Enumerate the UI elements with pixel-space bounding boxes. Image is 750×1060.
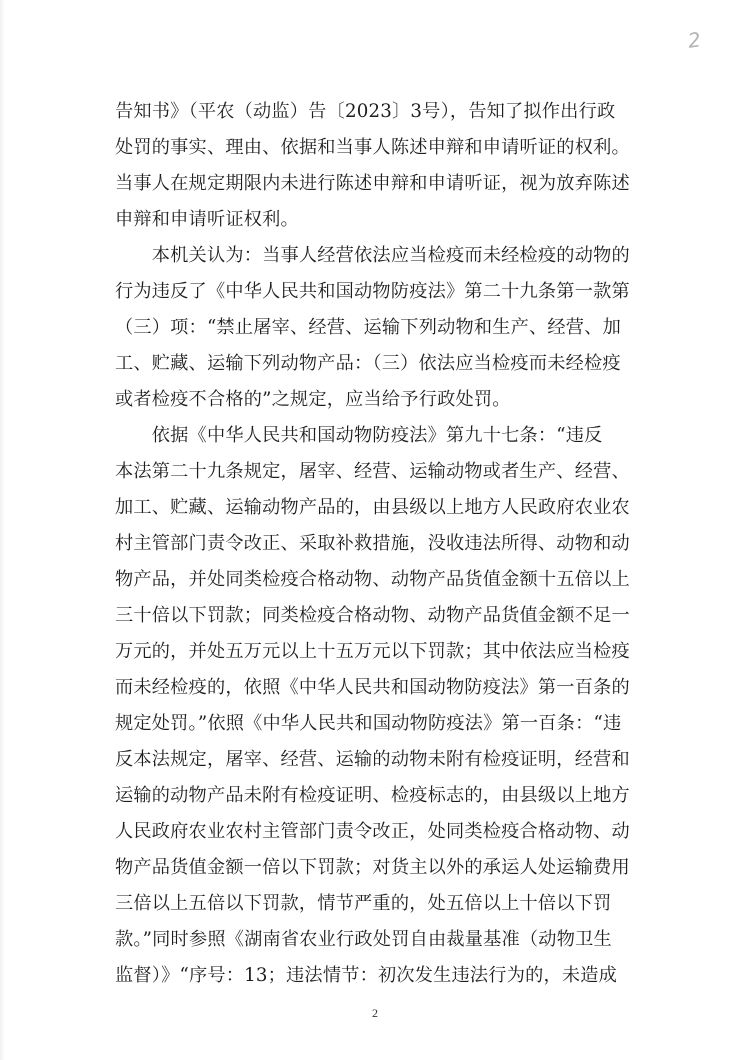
body-line: 当事人在规定期限内未进行陈述申辩和申请听证，视为放弃陈述 (115, 173, 630, 194)
body-line: 申辩和申请听证权利。 (115, 209, 299, 230)
body-line: 三十倍以下罚款；同类检疫合格动物、动物产品货值金额不足一 (115, 605, 630, 626)
scan-edge-shadow (0, 0, 5, 1060)
body-line: 依据《中华人民共和国动物防疫法》第九十七条：“违反 (115, 425, 603, 446)
body-line: 监督）》“序号：13；违法情节：初次发生违法行为的，未造成 (115, 965, 618, 986)
body-line: 三倍以上五倍以下罚款，情节严重的，处五倍以上十倍以下罚 (115, 893, 612, 914)
body-line: 运输的动物产品未附有检疫证明、检疫标志的，由县级以上地方 (115, 785, 630, 806)
page-number: 2 (372, 1006, 378, 1020)
body-line: 告知书》（平农（动监）告〔2023〕3号），告知了拟作出行政 (115, 101, 616, 122)
body-line: 或者检疫不合格的”之规定，应当给予行政处罚。 (115, 389, 511, 410)
body-line: 处罚的事实、理由、依据和当事人陈述申辩和申请听证的权利。 (115, 137, 630, 158)
body-line: （三）项：“禁止屠宰、经营、运输下列动物和生产、经营、加 (115, 317, 621, 338)
body-line: 人民政府农业农村主管部门责令改正，处同类检疫合格动物、动 (115, 821, 630, 842)
body-line: 反本法规定，屠宰、经营、运输的动物未附有检疫证明，经营和 (115, 749, 630, 770)
body-line: 而未经检疫的，依照《中华人民共和国动物防疫法》第一百条的 (115, 677, 630, 698)
body-line: 万元的，并处五万元以上十五万元以下罚款；其中依法应当检疫 (115, 641, 630, 662)
handwritten-page-mark: 2 (686, 27, 703, 53)
body-line: 村主管部门责令改正、采取补救措施，没收违法所得、动物和动 (115, 533, 630, 554)
body-line: 物产品货值金额一倍以下罚款；对货主以外的承运人处运输费用 (115, 857, 630, 878)
body-line: 规定处罚。”依照《中华人民共和国动物防疫法》第一百条：“违 (115, 713, 622, 734)
body-line: 行为违反了《中华人民共和国动物防疫法》第二十九条第一款第 (115, 281, 630, 302)
body-line: 本法第二十九条规定，屠宰、经营、运输动物或者生产、经营、 (115, 461, 630, 482)
body-line: 工、贮藏、运输下列动物产品：（三）依法应当检疫而未经检疫 (115, 353, 621, 374)
body-line: 加工、贮藏、运输动物产品的，由县级以上地方人民政府农业农 (115, 497, 630, 518)
body-line: 本机关认为：当事人经营依法应当检疫而未经检疫的动物的 (115, 245, 630, 266)
body-line: 物产品，并处同类检疫合格动物、动物产品货值金额十五倍以上 (115, 569, 630, 590)
body-line: 款。”同时参照《湖南省农业行政处罚自由裁量基准（动物卫生 (115, 929, 612, 950)
